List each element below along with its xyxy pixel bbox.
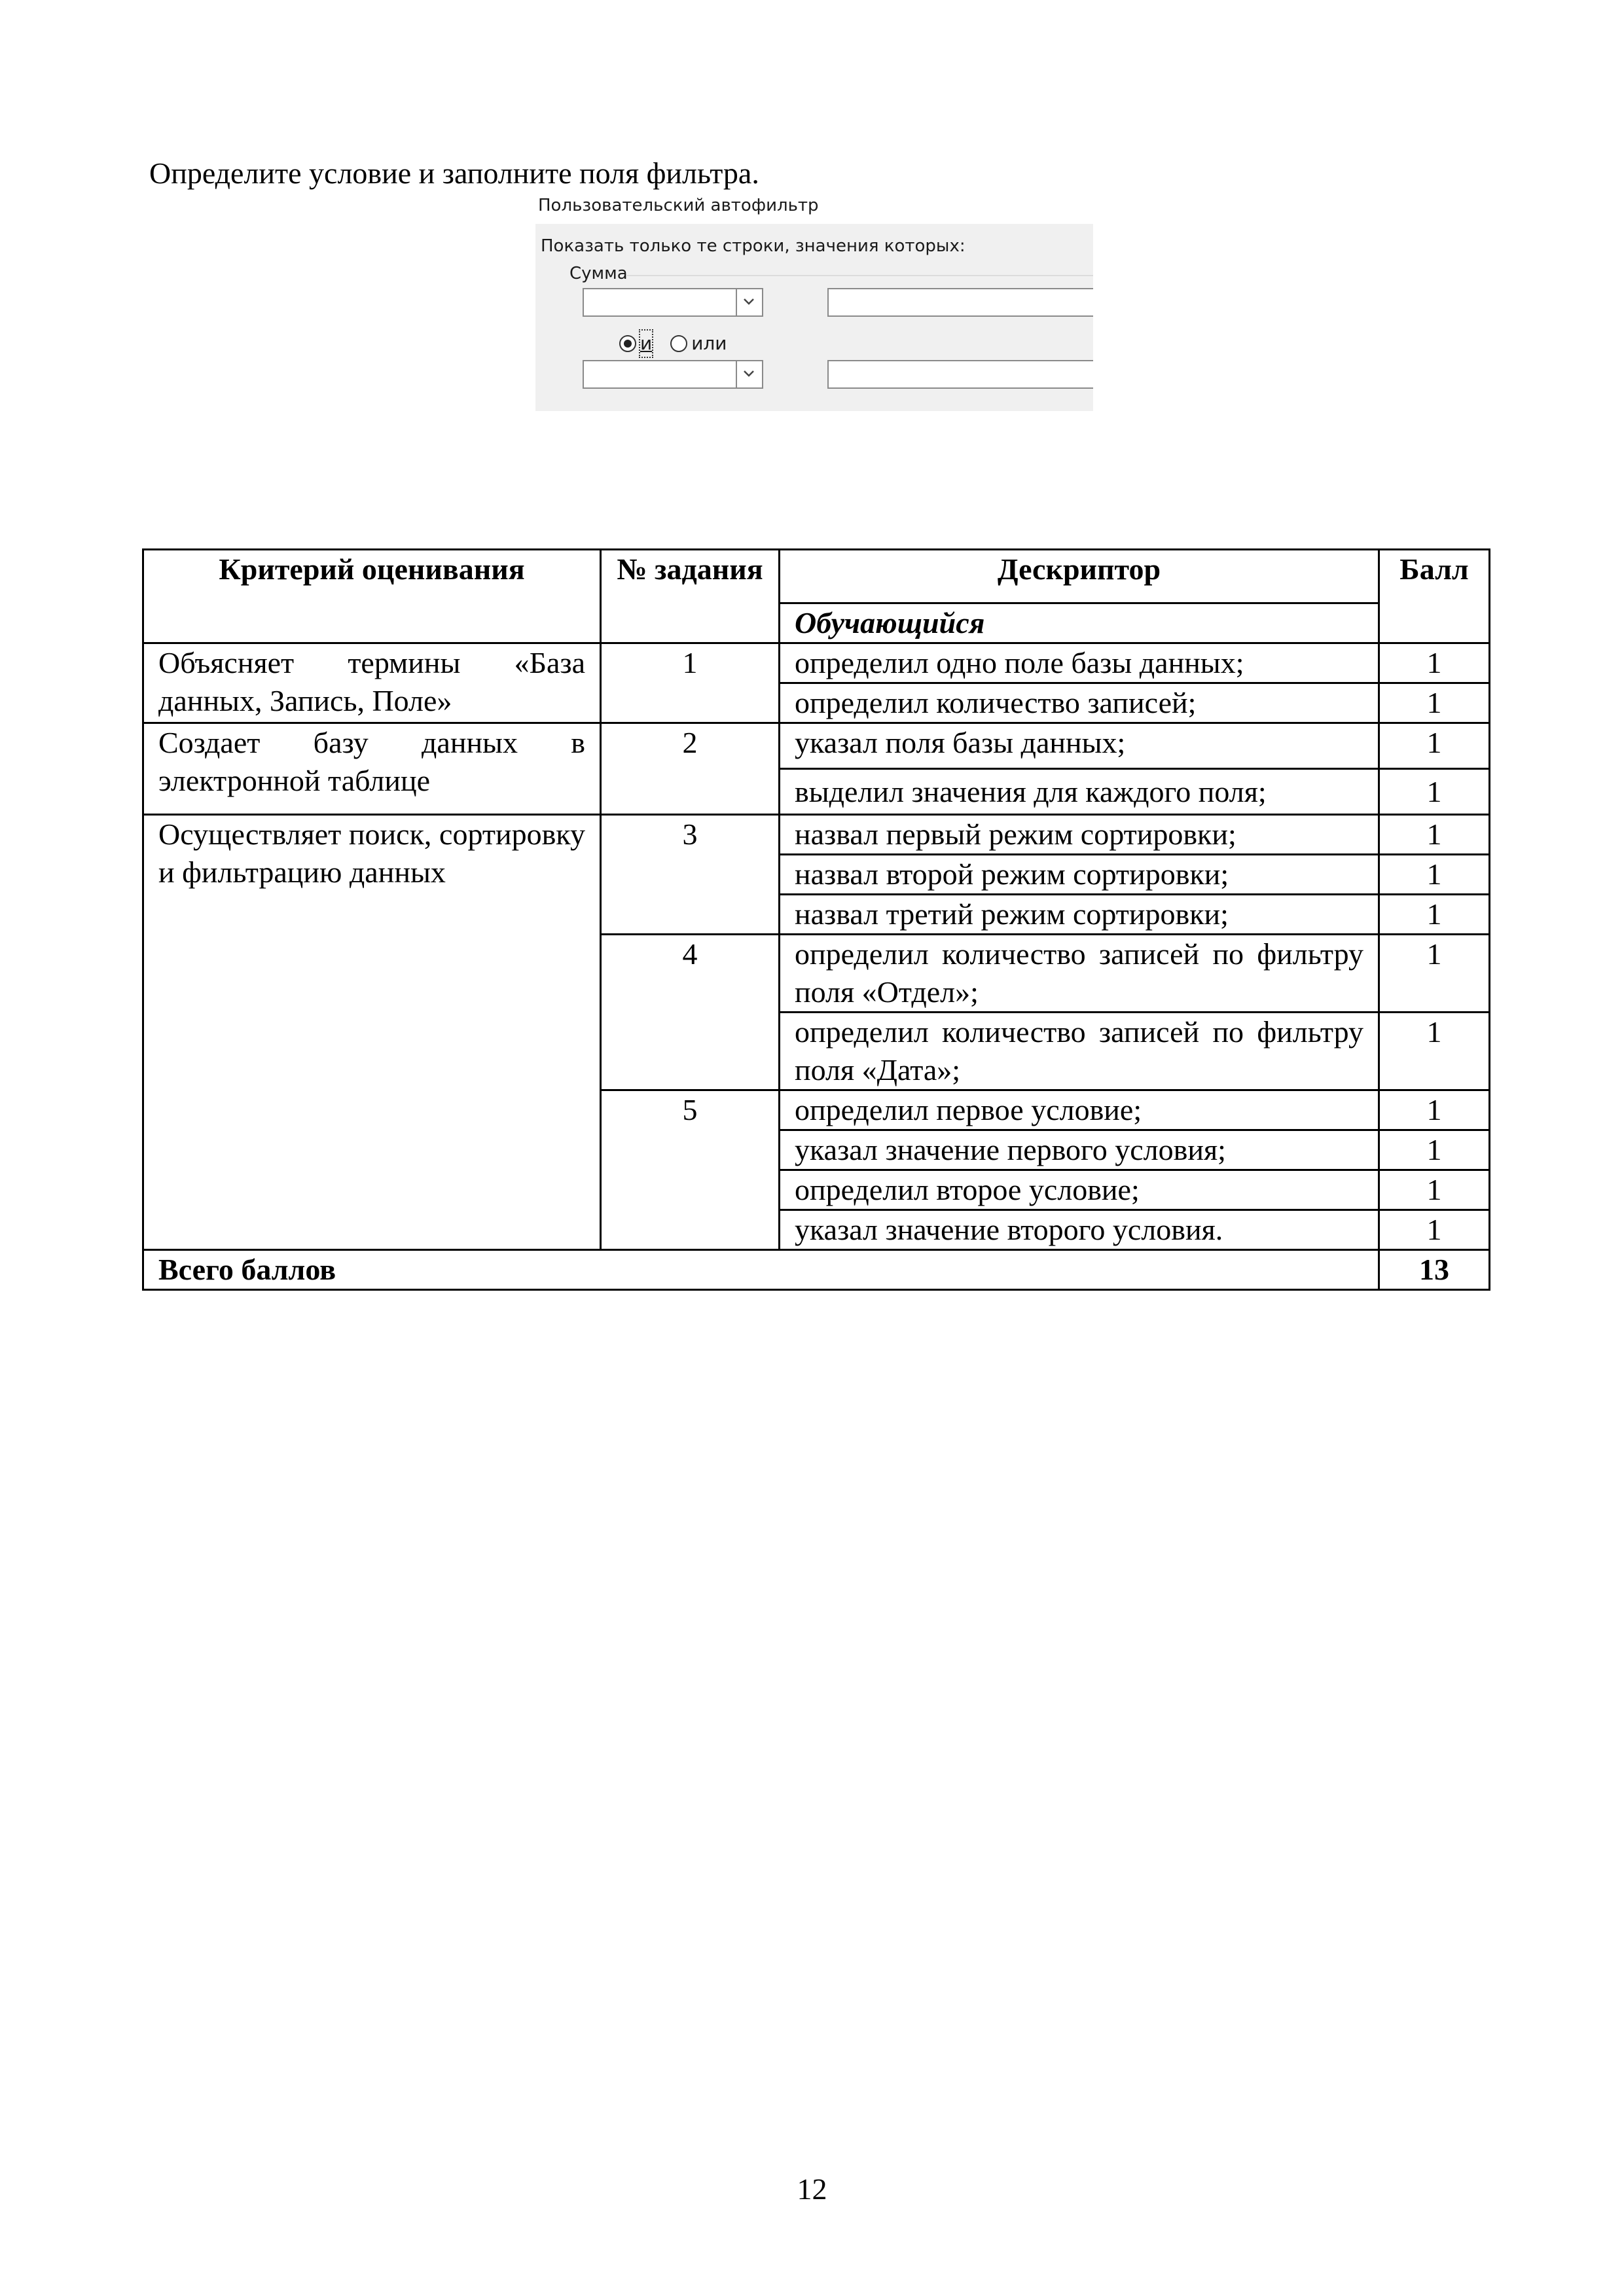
dialog-body	[535, 224, 1093, 411]
descriptor-cell: указал поля базы данных;	[780, 723, 1379, 769]
condition2-value-input[interactable]	[827, 360, 1093, 389]
score-cell: 1	[1379, 1170, 1490, 1210]
task-number-cell: 3	[601, 815, 780, 935]
header-row	[143, 550, 1490, 603]
descriptor-cell: назвал третий режим сортировки;	[780, 895, 1379, 935]
score-cell: 1	[1379, 769, 1490, 815]
descriptor-cell: определил первое условие;	[780, 1090, 1379, 1130]
and-radio[interactable]	[619, 335, 636, 352]
descriptor-cell: определил количество записей;	[780, 683, 1379, 723]
descriptor-cell: назвал второй режим сортировки;	[780, 855, 1379, 895]
score-cell: 1	[1379, 935, 1490, 1013]
or-radio[interactable]	[670, 335, 687, 352]
score-cell: 1	[1379, 855, 1490, 895]
assessment-table	[142, 548, 1490, 1291]
criterion-cell: Осуществляет поиск, сортировку и фильтрацию данных	[143, 815, 601, 1250]
header-criterion: Критерий оценивания	[143, 550, 601, 643]
descriptor-cell: определил второе условие;	[780, 1170, 1379, 1210]
score-cell: 1	[1379, 815, 1490, 855]
condition1-operator-select[interactable]	[583, 288, 763, 317]
group-divider	[627, 275, 1093, 276]
header-descriptor-sub: Обучающийся	[780, 603, 1379, 643]
page-number: 12	[797, 2172, 827, 2206]
condition2-operator-select[interactable]	[583, 360, 763, 389]
descriptor-cell: определил одно поле базы данных;	[780, 643, 1379, 683]
descriptor-cell: назвал первый режим сортировки;	[780, 815, 1379, 855]
table-row	[143, 723, 1490, 769]
condition1-value-input[interactable]	[827, 288, 1093, 317]
condition2-dropdown-button[interactable]	[736, 361, 762, 387]
descriptor-cell: указал значение второго условия.	[780, 1210, 1379, 1250]
task-number-cell: 2	[601, 723, 780, 815]
custom-autofilter-dialog	[535, 190, 1093, 411]
chevron-down-icon	[743, 369, 755, 378]
descriptor-cell: определил количество записей по фильтру поля «Дата»;	[780, 1013, 1379, 1090]
criterion-cell: Создает базу данных в электронной таблице	[143, 723, 601, 815]
header-descriptor: Дескриптор	[780, 550, 1379, 603]
header-task-no: № задания	[601, 550, 780, 643]
score-cell: 1	[1379, 1210, 1490, 1250]
condition1-dropdown-button[interactable]	[736, 289, 762, 315]
instruction-text: Определите условие и заполните поля фильтра.	[149, 156, 759, 190]
table-row	[143, 815, 1490, 855]
score-cell: 1	[1379, 723, 1490, 769]
task-number-cell: 1	[601, 643, 780, 723]
or-radio-label[interactable]: или	[691, 332, 727, 354]
and-radio-label[interactable]: и	[640, 331, 652, 357]
descriptor-cell: указал значение первого условия;	[780, 1130, 1379, 1170]
score-cell: 1	[1379, 683, 1490, 723]
descriptor-cell: определил количество записей по фильтру поля «Отдел»;	[780, 935, 1379, 1013]
total-value: 13	[1379, 1250, 1490, 1290]
criterion-cell: Объясняет термины «База данных, Запись, Поле»	[143, 643, 601, 723]
score-cell: 1	[1379, 1013, 1490, 1090]
chevron-down-icon	[743, 297, 755, 306]
field-group-label: Сумма	[569, 264, 628, 283]
total-label: Всего баллов	[143, 1250, 1379, 1290]
score-cell: 1	[1379, 1130, 1490, 1170]
descriptor-cell: выделил значения для каждого поля;	[780, 769, 1379, 815]
task-number-cell: 4	[601, 935, 780, 1090]
dialog-title: Пользовательский автофильтр	[538, 196, 819, 215]
table-row	[143, 643, 1490, 683]
header-score: Балл	[1379, 550, 1490, 643]
score-cell: 1	[1379, 643, 1490, 683]
total-row	[143, 1250, 1490, 1290]
logic-radio-group	[619, 330, 727, 356]
score-cell: 1	[1379, 1090, 1490, 1130]
dialog-prompt: Показать только те строки, значения которых:	[541, 236, 965, 256]
task-number-cell: 5	[601, 1090, 780, 1250]
score-cell: 1	[1379, 895, 1490, 935]
